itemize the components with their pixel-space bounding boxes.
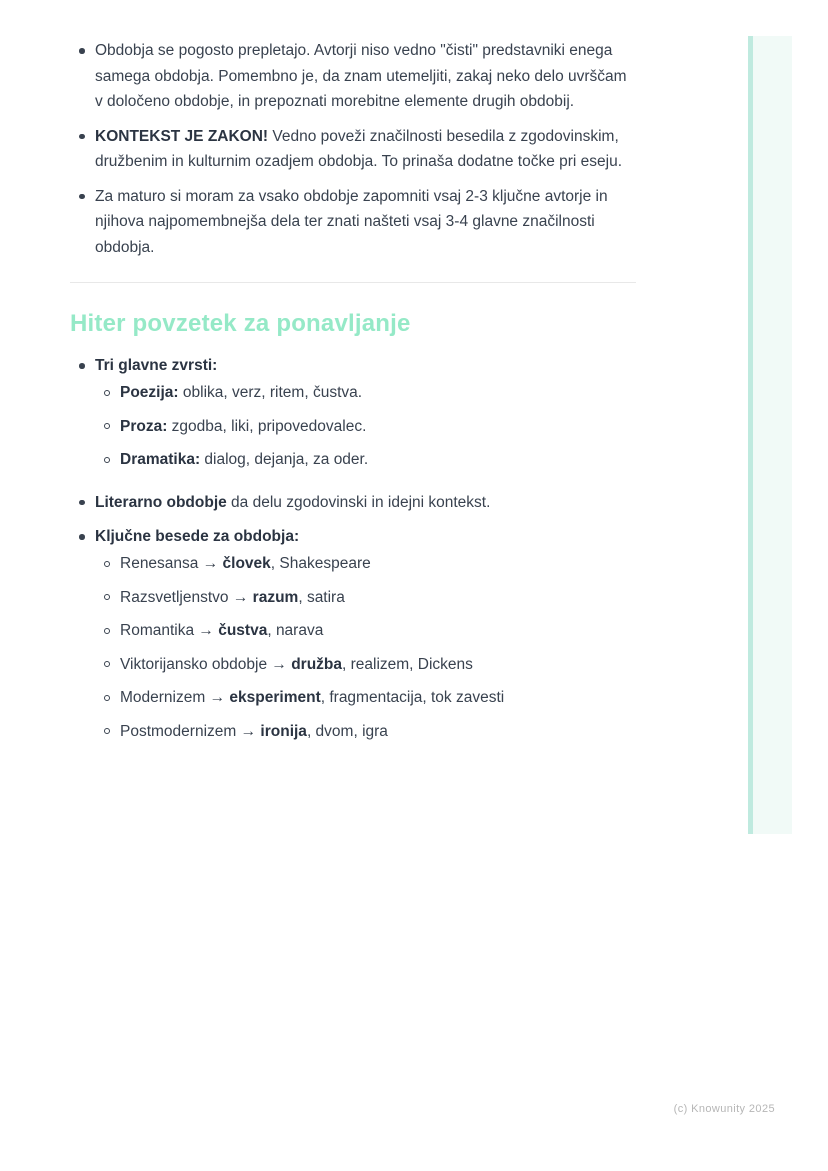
sub-list xyxy=(95,380,636,473)
notes-bullet-list xyxy=(70,38,636,260)
list-item-text: Za maturo si moram za vsako obdobje zapomniti vsaj 2-3 ključne avtorje in njihova najpomembnejša dela ter znati našteti vsaj 3-4 glavne značilnosti obdobja. xyxy=(95,187,608,256)
list-item xyxy=(70,353,636,481)
bullet-circle-icon xyxy=(95,414,120,440)
sub-list-item xyxy=(95,618,636,644)
section-divider xyxy=(70,282,636,283)
bullet-dot-icon xyxy=(70,184,95,210)
sub-list-item xyxy=(95,414,636,440)
list-item-text: Postmodernizem → ironija, dvom, igra xyxy=(120,722,388,740)
list-item xyxy=(70,490,636,516)
footer-credit: (c) Knowunity 2025 xyxy=(673,1103,775,1115)
list-item-body xyxy=(95,353,636,481)
list-item-text: KONTEKST JE ZAKON! Vedno poveži značilnosti besedila z zgodovinskim, družbenim in kulturnim ozadjem obdobja. To prinaša dodatne točke pri eseju. xyxy=(95,127,623,170)
list-item-body xyxy=(95,524,636,752)
list-item-text: Renesansa → človek, Shakespeare xyxy=(120,555,371,572)
list-item-body xyxy=(95,490,636,516)
sub-list-item xyxy=(95,719,636,745)
sub-list-item xyxy=(95,685,636,711)
list-item-text: Obdobja se pogosto prepletajo. Avtorji niso vedno "čisti" predstavniki enega samega obdobja. Pomembno je, da znam utemeljiti, zakaj neko delo uvrščam v določeno obdobje, in prepoznati morebitne elemente drugih obdobij. xyxy=(95,42,627,110)
content-area xyxy=(70,38,636,761)
bullet-dot-icon xyxy=(70,124,95,150)
list-item-text: Modernizem → eksperiment, fragmentacija, tok zavesti xyxy=(120,689,505,706)
list-item-text: Literarno obdobje da delu zgodovinski in idejni kontekst. xyxy=(95,493,491,511)
sub-list-item xyxy=(95,551,636,577)
section-heading: Hiter povzetek za ponavljanje xyxy=(70,310,411,337)
bullet-circle-icon xyxy=(95,618,120,644)
list-item-text: Razsvetljenstvo → razum, satira xyxy=(120,588,345,606)
sub-list-item xyxy=(95,380,636,406)
sub-list-item xyxy=(95,652,636,678)
list-item xyxy=(70,524,636,752)
list-item-text: Romantika → čustva, narava xyxy=(120,622,324,639)
bullet-circle-icon xyxy=(95,685,120,711)
list-item-body xyxy=(120,585,636,611)
bullet-dot-icon xyxy=(70,353,95,379)
list-item-text: Tri glavne zvrsti: xyxy=(95,357,218,374)
list-item xyxy=(70,38,636,115)
bullet-dot-icon xyxy=(70,490,95,516)
bullet-circle-icon xyxy=(95,585,120,611)
list-item-body xyxy=(120,652,636,678)
list-item-body xyxy=(120,380,636,406)
sub-list xyxy=(95,551,636,744)
sub-list-item xyxy=(95,585,636,611)
list-item-body xyxy=(95,38,636,115)
list-item-body xyxy=(95,184,636,261)
sub-list-item xyxy=(95,447,636,473)
scroll-highlight-bar[interactable] xyxy=(748,36,792,834)
list-item-body xyxy=(120,551,636,577)
bullet-circle-icon xyxy=(95,551,120,577)
list-item-body xyxy=(120,685,636,711)
summary-bullet-list xyxy=(70,353,636,752)
bullet-circle-icon xyxy=(95,719,120,745)
bullet-circle-icon xyxy=(95,447,120,473)
list-item-text: Dramatika: dialog, dejanja, za oder. xyxy=(120,451,369,468)
list-item-body xyxy=(120,447,636,473)
list-item-body xyxy=(120,414,636,440)
list-item-body xyxy=(120,719,636,745)
list-item-text: Viktorijansko obdobje → družba, realizem, Dickens xyxy=(120,655,473,673)
list-item xyxy=(70,184,636,261)
bullet-dot-icon xyxy=(70,524,95,550)
list-item xyxy=(70,124,636,175)
list-item-body xyxy=(120,618,636,644)
list-item-text: Proza: zgodba, liki, pripovedovalec. xyxy=(120,417,367,435)
bullet-circle-icon xyxy=(95,652,120,678)
bullet-dot-icon xyxy=(70,38,95,64)
list-item-text: Ključne besede za obdobja: xyxy=(95,528,300,545)
list-item-body xyxy=(95,124,636,175)
list-item-text: Poezija: oblika, verz, ritem, čustva. xyxy=(120,384,363,401)
bullet-circle-icon xyxy=(95,380,120,406)
